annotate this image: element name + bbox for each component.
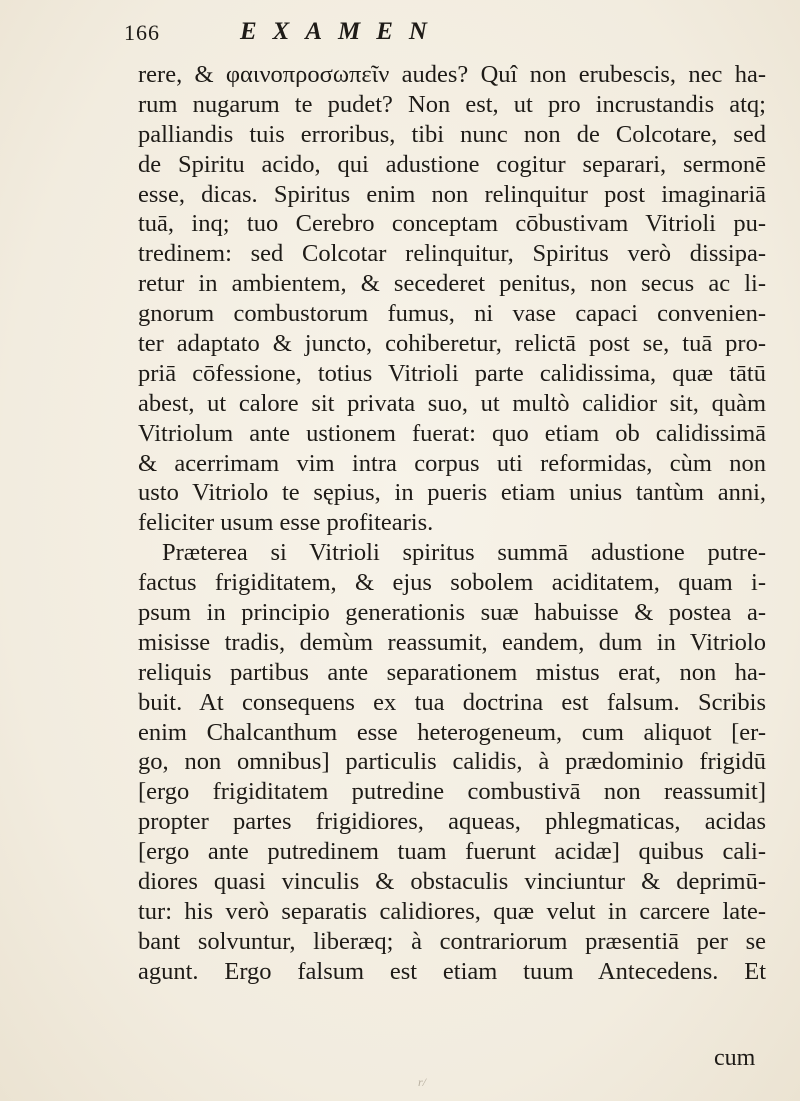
text-line: go, non omnibus] particulis calidis, à prædominio frigidū: [138, 748, 766, 776]
text-line: psum in principio generationis suæ habuisse & postea a-: [138, 599, 766, 627]
text-line: factus frigiditatem, & ejus sobolem aciditatem, quam i-: [138, 569, 766, 597]
text-line: abest, ut calore sit privata suo, ut multò calidior sit, quàm: [138, 389, 766, 417]
text-line: esse, dicas. Spiritus enim non relinquitur post imaginariā: [138, 180, 766, 208]
body-text: [138, 60, 766, 987]
text-line: [ergo ante putredinem tuam fuerunt acidæ] quibus cali-: [138, 838, 766, 866]
text-line: tredinem: sed Colcotar relinquitur, Spiritus verò dissipa-: [138, 240, 766, 268]
text-line: tur: his verò separatis calidiores, quæ velut in carcere late-: [138, 897, 766, 925]
text-line: buit. At consequens ex tua doctrina est falsum. Scribis: [138, 688, 766, 716]
text-line: tuā, inq; tuo Cerebro conceptam cōbustivam Vitrioli pu-: [138, 210, 766, 238]
text-line: gnorum combustorum fumus, ni vase capaci convenien-: [138, 300, 766, 328]
marginal-mark: r/: [418, 1075, 427, 1089]
text-line: retur in ambientem, & secederet penitus, non secus ac li-: [138, 270, 766, 298]
text-line: & acerrimam vim intra corpus uti reformidas, cùm non: [138, 449, 766, 477]
text-line: palliandis tuis erroribus, tibi nunc non de Colcotare, sed: [138, 120, 766, 148]
text-line: ter adaptato & juncto, cohiberetur, relictā post se, tuā pro-: [138, 330, 766, 358]
text-line: bant solvuntur, liberæq; à contrariorum præsentiā per se: [138, 927, 766, 955]
text-line: Præterea si Vitrioli spiritus summā adustione putre-: [162, 539, 766, 567]
text-line: diores quasi vinculis & obstaculis vinciuntur & deprimū-: [138, 868, 766, 896]
text-line: priā cōfessione, totius Vitrioli parte calidissima, quæ tātū: [138, 359, 766, 387]
text-line: reliquis partibus ante separationem mistus erat, non ha-: [138, 658, 766, 686]
text-line: rere, & φαινοπροσωπεῖν audes? Quî non erubescis, nec ha-: [138, 61, 766, 88]
running-head: EXAMEN: [240, 18, 443, 45]
text-line: Vitriolum ante ustionem fuerat: quo etiam ob calidissimā: [138, 419, 766, 447]
text-line: de Spiritu acido, qui adustione cogitur separari, sermonē: [138, 150, 766, 178]
text-line: agunt. Ergo falsum est etiam tuum Antecedens. Et: [138, 957, 766, 985]
text-line: misisse tradis, demùm reassumit, eandem, dum in Vitriolo: [138, 628, 766, 656]
text-line: usto Vitriolo te sępius, in pueris etiam unius tantùm anni,: [138, 479, 766, 507]
text-line: enim Chalcanthum esse heterogeneum, cum aliquot [er-: [138, 718, 766, 746]
text-line: [ergo frigiditatem putredine combustivā non reassumit]: [138, 778, 766, 806]
catchword: cum: [714, 1045, 756, 1071]
text-line: propter partes frigidiores, aqueas, phlegmaticas, acidas: [138, 808, 766, 836]
text-line: feliciter usum esse profitearis.: [138, 509, 434, 537]
text-line: rum nugarum te pudet? Non est, ut pro incrustandis atq;: [138, 90, 766, 118]
page-header: [0, 14, 800, 54]
page-number: 166: [124, 20, 160, 45]
